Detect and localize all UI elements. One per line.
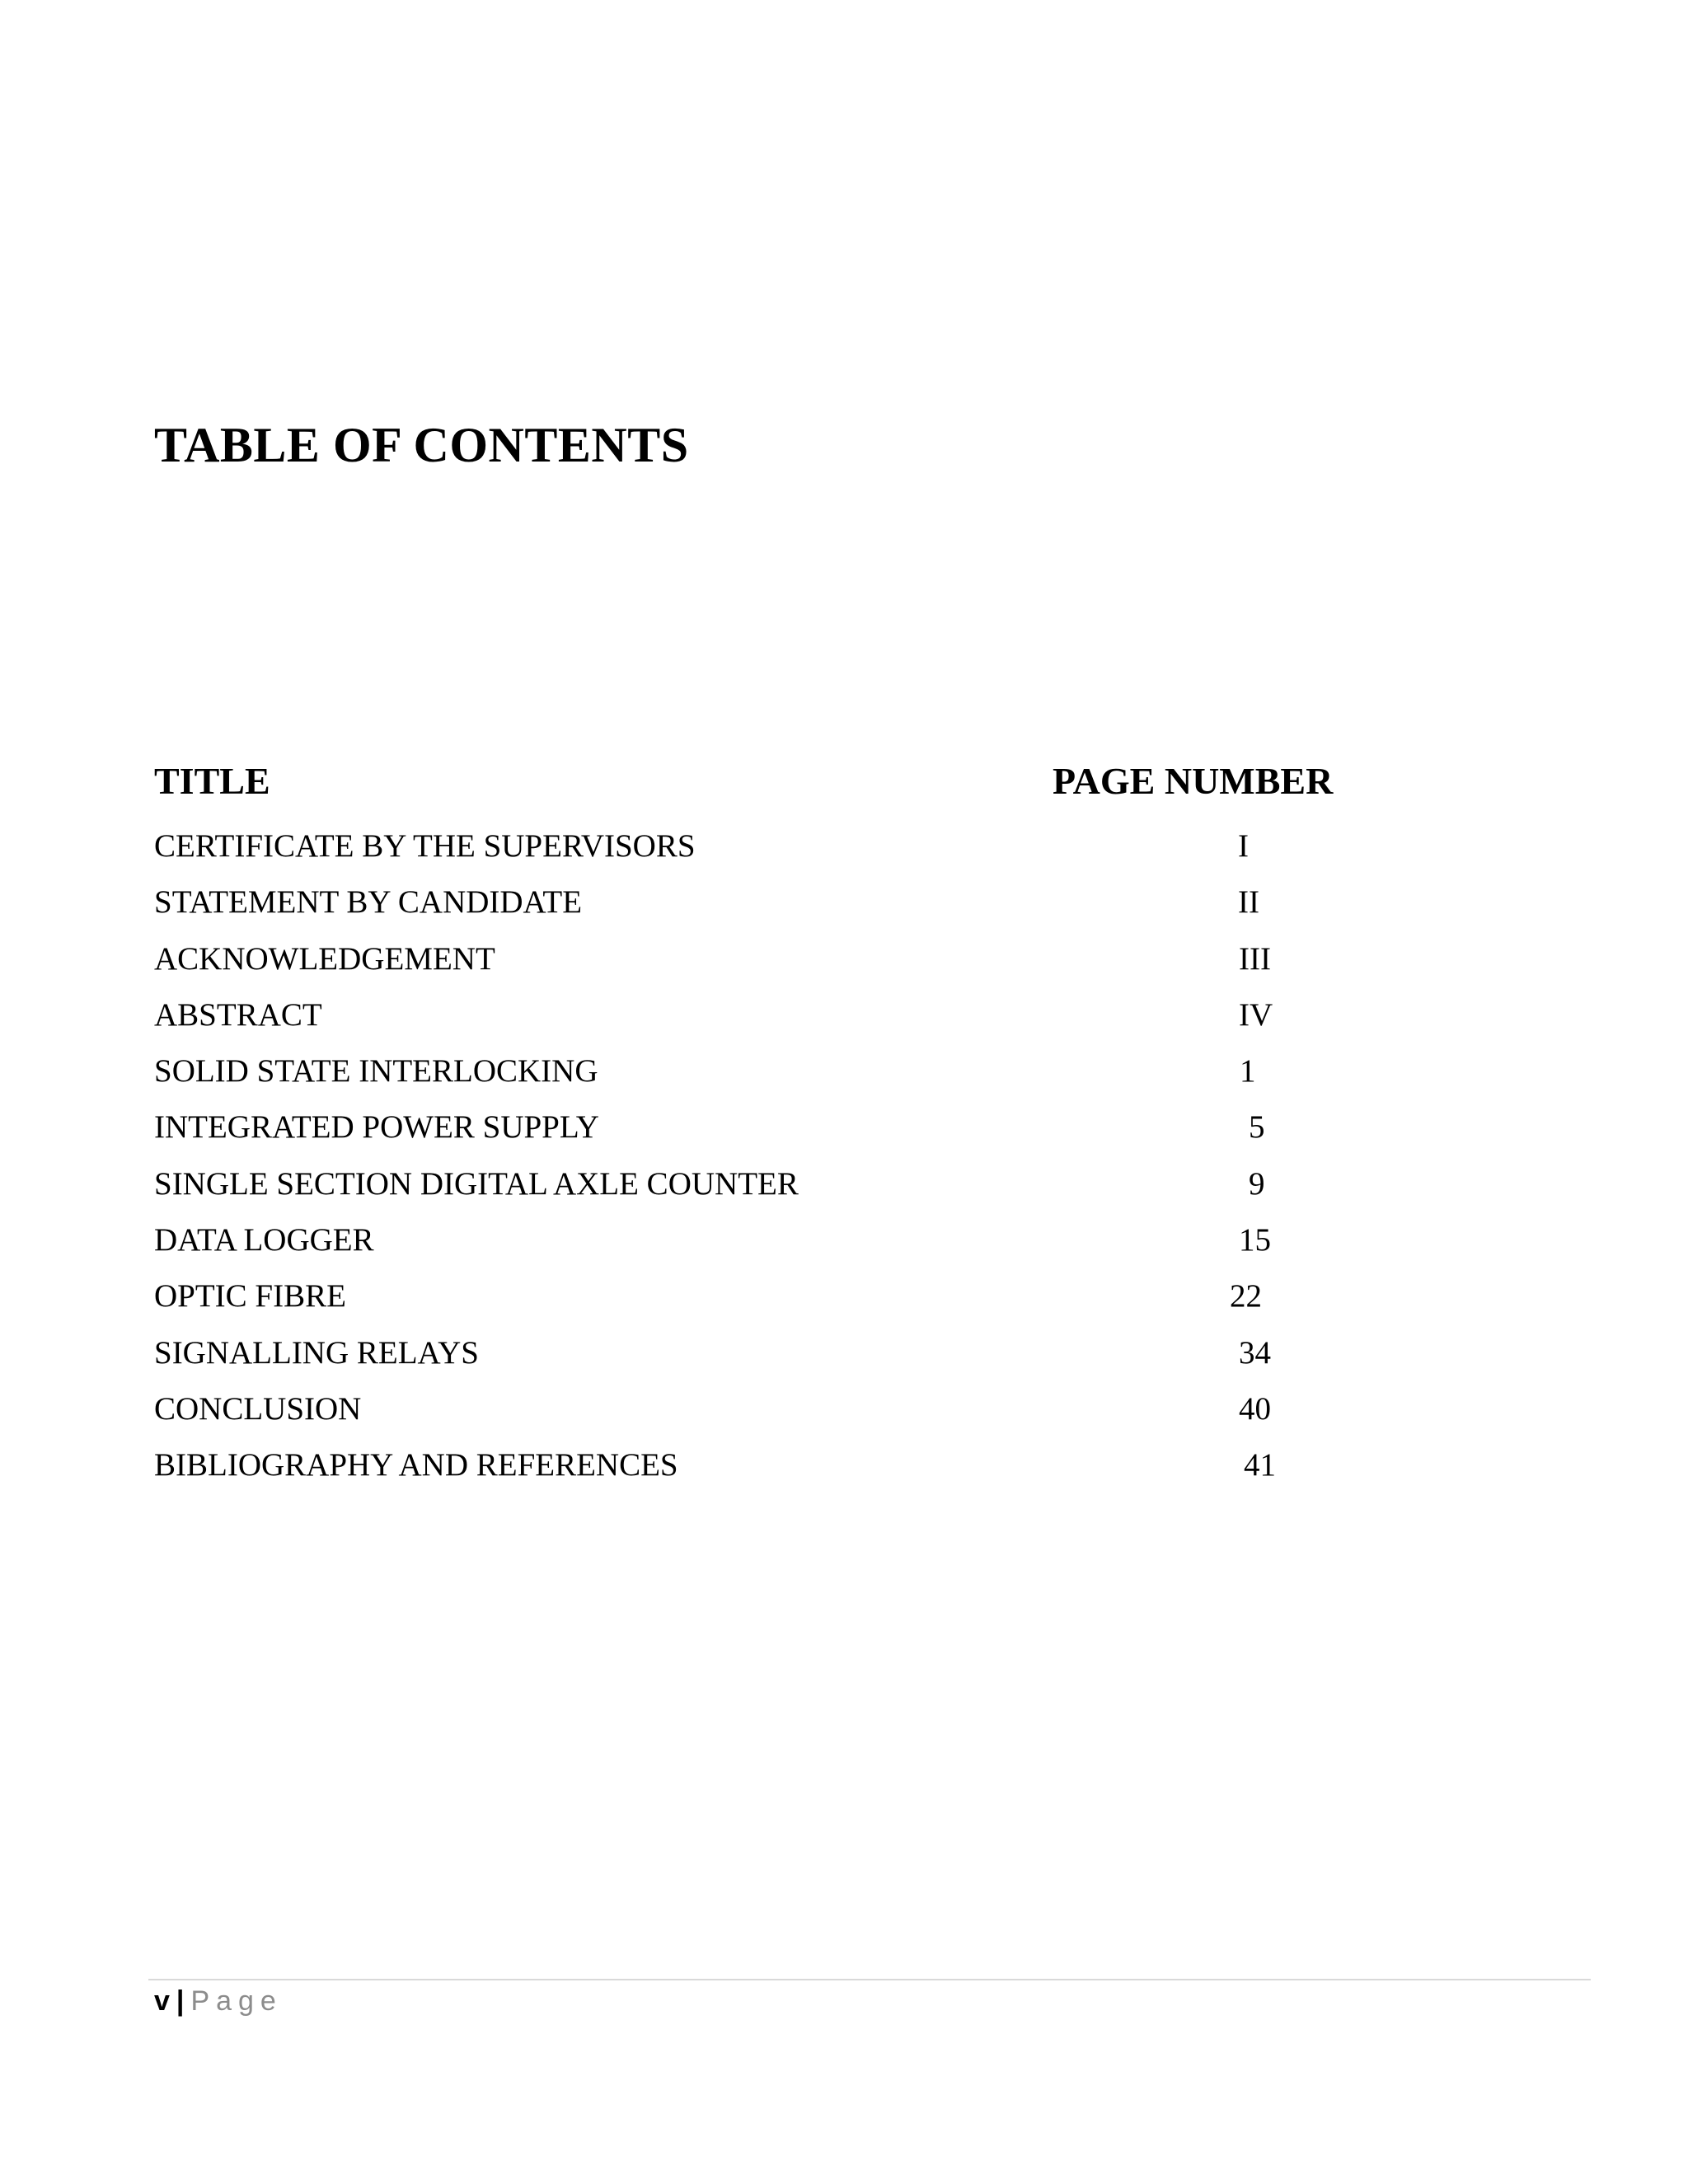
toc-entry-title: SIGNALLING RELAYS [154, 1334, 479, 1371]
toc-entry [154, 1333, 1390, 1389]
toc-header-title: TITLE [154, 760, 270, 802]
toc-header-page-number: PAGE NUMBER [1053, 760, 1334, 802]
toc-entry-title: OPTIC FIBRE [154, 1278, 346, 1315]
toc-entry-title: BIBLIOGRAPHY AND REFERENCES [154, 1447, 678, 1483]
footer-separator: | [176, 1985, 185, 2017]
toc-entry-page: 34 [1239, 1334, 1271, 1371]
toc-entry-page: I [1238, 828, 1249, 864]
toc-entry [154, 1051, 1390, 1107]
footer-page-label: Page [190, 1985, 283, 2017]
toc-entry-page: IV [1239, 996, 1273, 1033]
footer-page-number: v [154, 1985, 170, 2017]
toc-entry [154, 826, 1390, 882]
toc-entry-title: SOLID STATE INTERLOCKING [154, 1053, 598, 1090]
toc-entry-title: STATEMENT BY CANDIDATE [154, 884, 583, 921]
toc-entry-page: II [1238, 884, 1259, 921]
toc-entry [154, 1220, 1390, 1276]
toc-entry-title: ABSTRACT [154, 996, 322, 1033]
page-footer [154, 1982, 283, 2020]
footer-divider [148, 1979, 1591, 1980]
toc-entry-page: III [1239, 940, 1271, 977]
toc-entry [154, 1107, 1390, 1163]
toc-entry [154, 882, 1390, 938]
toc-entry-page: 41 [1244, 1447, 1276, 1483]
toc-entry [154, 1445, 1390, 1501]
toc-entry-page: 15 [1239, 1222, 1271, 1258]
table-of-contents [154, 758, 1390, 1502]
toc-entry-page: 22 [1230, 1278, 1262, 1315]
toc-entry-page: 9 [1249, 1165, 1265, 1202]
toc-entry-title: SINGLE SECTION DIGITAL AXLE COUNTER [154, 1165, 799, 1202]
toc-entry-title: ACKNOWLEDGEMENT [154, 940, 495, 977]
toc-entry [154, 1389, 1390, 1445]
toc-entry-page: 5 [1249, 1109, 1265, 1146]
toc-entry [154, 995, 1390, 1051]
toc-entry-page: 1 [1240, 1053, 1256, 1090]
toc-entry-title: CONCLUSION [154, 1390, 362, 1427]
toc-header [154, 758, 1390, 826]
toc-entry-page: 40 [1239, 1390, 1271, 1427]
toc-entry [154, 1276, 1390, 1332]
toc-entry [154, 939, 1390, 995]
toc-entry-title: DATA LOGGER [154, 1222, 374, 1258]
toc-entry-title: INTEGRATED POWER SUPPLY [154, 1109, 599, 1146]
toc-entry-title: CERTIFICATE BY THE SUPERVISORS [154, 828, 696, 864]
toc-entry [154, 1164, 1390, 1220]
page-title: TABLE OF CONTENTS [154, 418, 689, 472]
